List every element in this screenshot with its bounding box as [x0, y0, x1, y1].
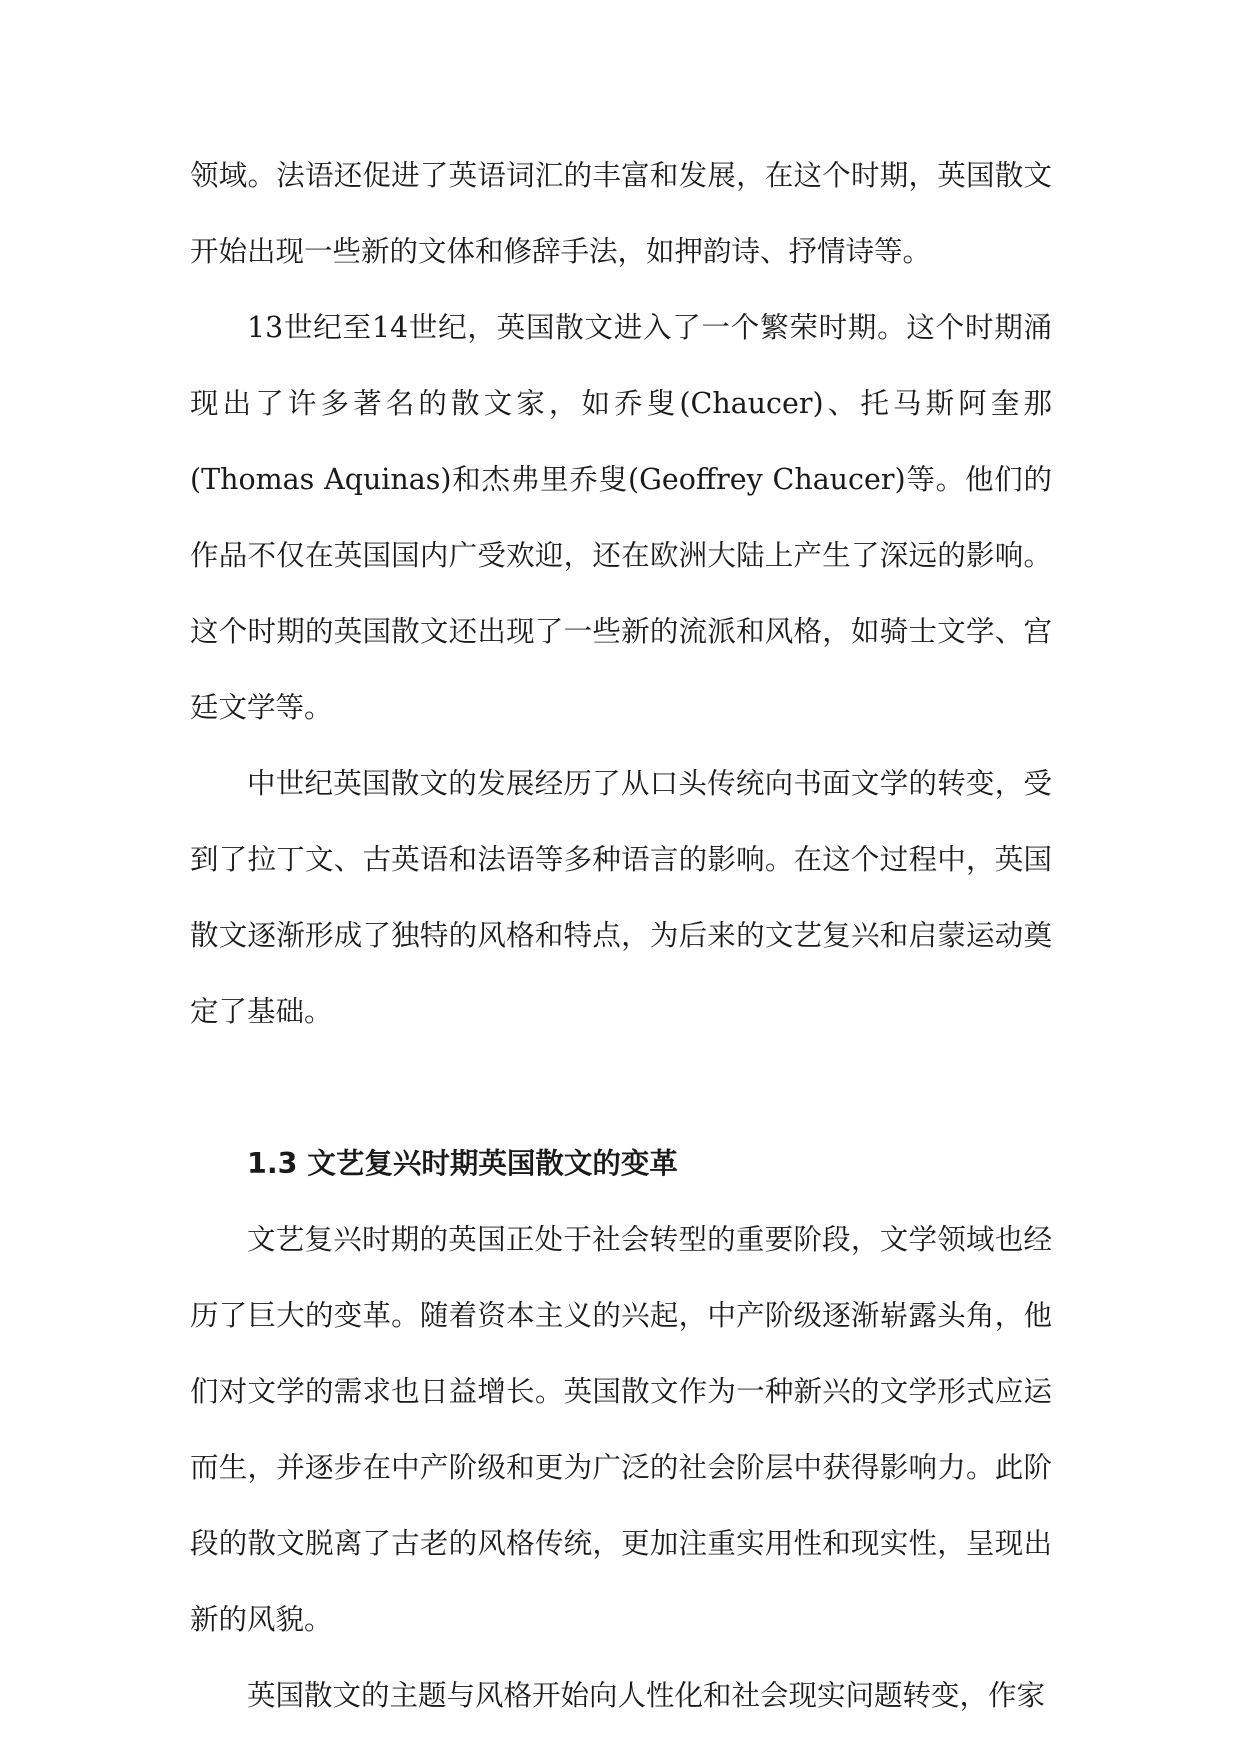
section-heading: 1.3 文艺复兴时期英国散文的变革	[247, 1147, 678, 1180]
paragraph-theme-style: 英国散文的主题与风格开始向人性化和社会现实问题转变，作家	[247, 1679, 1046, 1712]
paragraph-renaissance-intro: 文艺复兴时期的英国正处于社会转型的重要阶段，文学领域也经历了巨大的变革。随着资本主义的兴起，中产阶级逐渐崭露头角，他们对文学的需求也日益增长。英国散文作为一种新兴的文学形式应运而生，并逐步在中产阶级和更为广泛的社会阶层中获得影响力。此阶段的散文脱离了古老的风格传统，更加注重实用性和现实性，呈现出新的风貌。	[190, 1223, 1052, 1636]
paragraph-medieval-summary: 中世纪英国散文的发展经历了从口头传统向书面文学的转变，受到了拉丁文、古英语和法语等多种语言的影响。在这个过程中，英国散文逐渐形成了独特的风格和特点，为后来的文艺复兴和启蒙运动奠定了基础。	[190, 767, 1052, 1028]
document-page	[190, 138, 1052, 1734]
paragraph-13-14-century: 13世纪至14世纪，英国散文进入了一个繁荣时期。这个时期涌现出了许多著名的散文家，如乔叟(Chaucer)、托马斯阿奎那(Thomas Aquinas)和杰弗里乔叟(Geoffrey Chaucer)等。他们的作品不仅在英国国内广受欢迎，还在欧洲大陆上产生了深远的影响。这个时期的英国散文还出现了一些新的流派和风格，如骑士文学、宫廷文学等。	[190, 311, 1052, 724]
paragraph-continued: 领域。法语还促进了英语词汇的丰富和发展，在这个时期，英国散文开始出现一些新的文体和修辞手法，如押韵诗、抒情诗等。	[190, 159, 1052, 268]
